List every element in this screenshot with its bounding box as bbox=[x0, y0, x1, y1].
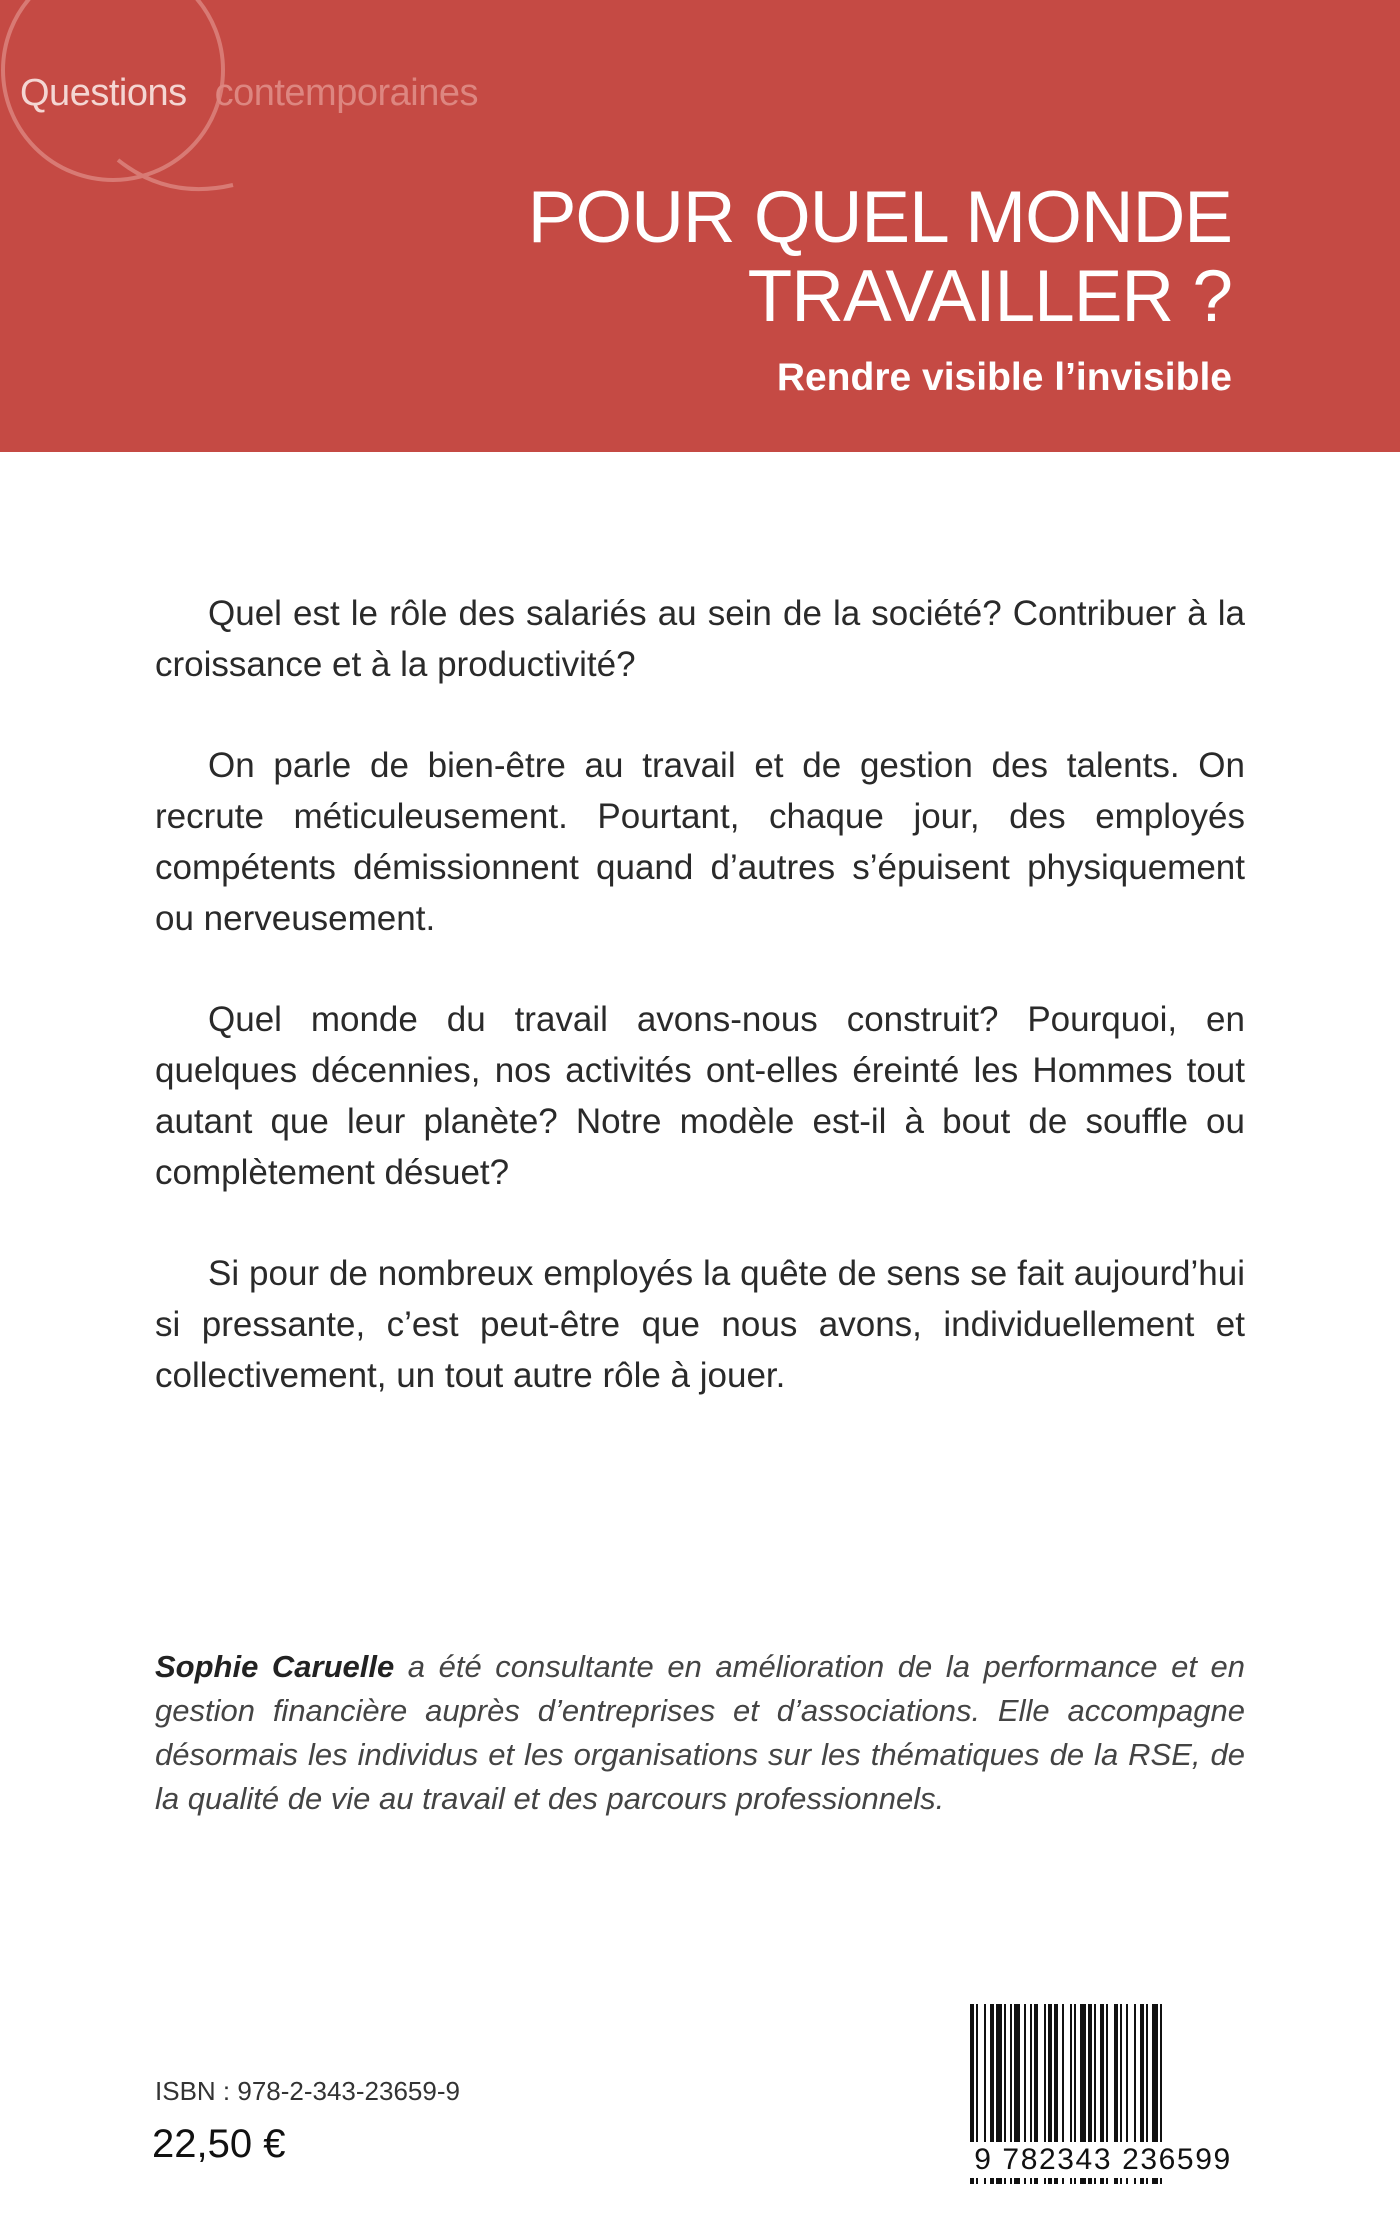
blurb-paragraph-2: On parle de bien-être au travail et de gestion des talents. On recrute méticuleusement. Pourtant, chaque jour, des employés compétents démissionnent quand d’autres s’épuisent physiquement ou nerveusement. bbox=[155, 746, 1245, 938]
author-bio bbox=[155, 1645, 1245, 1821]
series-q-logo bbox=[0, 0, 258, 270]
series-word-1: Questions bbox=[20, 72, 187, 114]
series-word-2: contemporaines bbox=[214, 72, 478, 114]
title-line-2: TRAVAILLER ? bbox=[747, 256, 1232, 337]
book-title bbox=[332, 178, 1232, 336]
title-line-1: POUR QUEL MONDE bbox=[527, 177, 1232, 258]
author-bio-text: a été consultante en amélioration de la performance et en gestion financière auprès d’entreprises et d’associations. Elle accompagne désormais les individus et les organisations sur les thématiques de la RSE, de la qualité de vie au travail et des parcours professionnels. bbox=[155, 1649, 1245, 1816]
blurb-paragraph-1: Quel est le rôle des salariés au sein de la société? Contribuer à la croissance et à la productivité? bbox=[155, 594, 1245, 684]
cover-header bbox=[0, 0, 1400, 452]
series-name bbox=[20, 72, 478, 115]
isbn: ISBN : 978-2-343-23659-9 bbox=[155, 2076, 460, 2106]
barcode-digits: 9 782343 236599 bbox=[962, 2142, 1244, 2178]
back-cover-blurb bbox=[155, 588, 1245, 1451]
book-subtitle: Rendre visible l’invisible bbox=[776, 356, 1232, 399]
blurb-paragraph-3: Quel monde du travail avons-nous construit? Pourquoi, en quelques décennies, nos activités ont-elles éreinté les Hommes tout autant que leur planète? Notre modèle est-il à bout de souffle ou complètement désuet? bbox=[155, 1000, 1245, 1192]
blurb-paragraph-4: Si pour de nombreux employés la quête de sens se fait aujourd’hui si pressante, c’est peut-être que nous avons, individuellement et collectivement, un tout autre rôle à jouer. bbox=[155, 1254, 1245, 1395]
price: 22,50 € bbox=[152, 2122, 286, 2166]
author-name: Sophie Caruelle bbox=[155, 1649, 395, 1684]
